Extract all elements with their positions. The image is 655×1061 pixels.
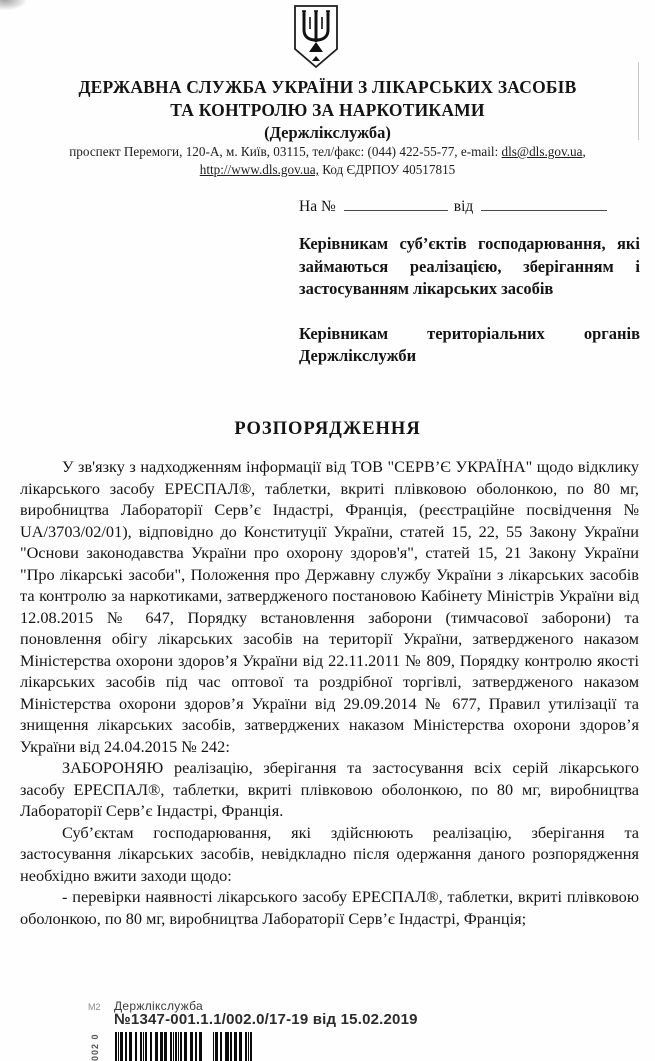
paragraph-measure-check: - перевірки наявності лікарського засобу ЕРЕСПАЛ®, таблетки, вкриті плівковою оболонкою, по 80 мг, виробництва Лабораторії Серв’є Індастрі, Франція; [20,887,639,928]
ref-na-label: На № [299,198,336,215]
website-text: http://www.dls.gov.ua, [199,162,319,177]
org-contact-block [0,143,655,179]
address-line2 [0,161,655,179]
org-header [0,76,655,144]
barcode [115,1032,254,1061]
stamp-side-code: 002 0 [90,1033,100,1061]
address-comma: , [582,144,586,159]
stamp-m2-label: М2 [88,1002,101,1012]
paragraph-obligations: Суб’єктам господарювання, які здійснюють реалізацію, зберігання та застосування лікарських засобів, невідкладно після одержання даного розпорядження необхідно вжити заходи щодо: [20,822,639,885]
stamp-doc-number: №1347-001.1.1/002.0/17-19 від 15.02.2019 [114,1011,418,1028]
edrpou-code: Код ЄДРПОУ 40517815 [318,162,456,177]
stamp-org-name: Держлікслужба [114,999,204,1013]
org-name-line2: ТА КОНТРОЛЮ ЗА НАРКОТИКАМИ [170,100,485,120]
barcode-gap [204,1032,213,1061]
scan-artifact-smudge [0,0,26,10]
ukraine-trident-emblem [292,4,340,70]
recipients-block [299,233,640,368]
paragraph-prohibition: ЗАБОРОНЯЮ реалізацію, зберігання та застосування всіх серій лікарського засобу ЕРЕСПАЛ®, таблетки, вкриті плівковою оболонкою, по 80 мг, виробництва Лабораторії Серв’є Індастрі, Франція. [20,758,639,820]
ref-vid-label: від [453,198,474,215]
org-short-name: (Держлікслужба) [264,123,391,142]
recipient-territorial-bodies: Керівникам територіальних органів Держлікслужби [299,323,640,365]
document-body [20,456,639,929]
paragraph-legal-basis: У зв'язку з надходженням інформації від ТОВ "СЕРВ’Є УКРАЇНА" щодо відклику лікарського засобу ЕРЕСПАЛ®, таблетки, вкриті плівковою оболонкою, по 80 мг, виробництва Лабораторії Серв’є Індастрі, Франція, (реєстраційне посвідчення № UA/3703/02/01), відповідно до Конституції України, статей 15, 22, 55 Закону України "Основи законодавства України про охорону здоров'я", статей 15, 21 Закону України "Про лікарські засоби", Положення про Державну службу України з лікарських засобів та контролю за наркотиками, затвердженого постановою Кабінету Міністрів України від 12.08.2015 № 647, Порядку встановлення заборони (тимчасової заборони) та поновлення обігу лікарських засобів на території України, затвердженого наказом Міністерства охорони здоров’я України від 22.11.2011 № 809, Порядку контролю якості лікарських засобів під час оптової та роздрібної торгівлі, затвердженого наказом Міністерства охорони здоров’я України від 29.09.2014 № 677, Правил утилізації та знищення лікарських засобів, затверджених наказом Міністерства охорони здоров’я України від 24.04.2015 № 242: [20,457,639,756]
ref-number-blank [344,197,448,211]
ref-date-blank [481,197,607,211]
reference-line [299,197,607,216]
address-line1 [0,143,655,161]
document-title: РОЗПОРЯДЖЕННЯ [234,419,421,439]
address-text: проспект Перемоги, 120-А, м. Київ, 03115, тел/факс: (044) 422-55-77, e-mail: [69,144,502,159]
email-text: dls@dls.gov.ua [501,144,583,159]
recipient-business-entities: Керівникам суб’єктів господарювання, які займаються реалізацією, зберіганням і застосуванням лікарських засобів [299,234,640,298]
org-name-line1: ДЕРЖАВНА СЛУЖБА УКРАЇНИ З ЛІКАРСЬКИХ ЗАСОБІВ [78,77,577,97]
